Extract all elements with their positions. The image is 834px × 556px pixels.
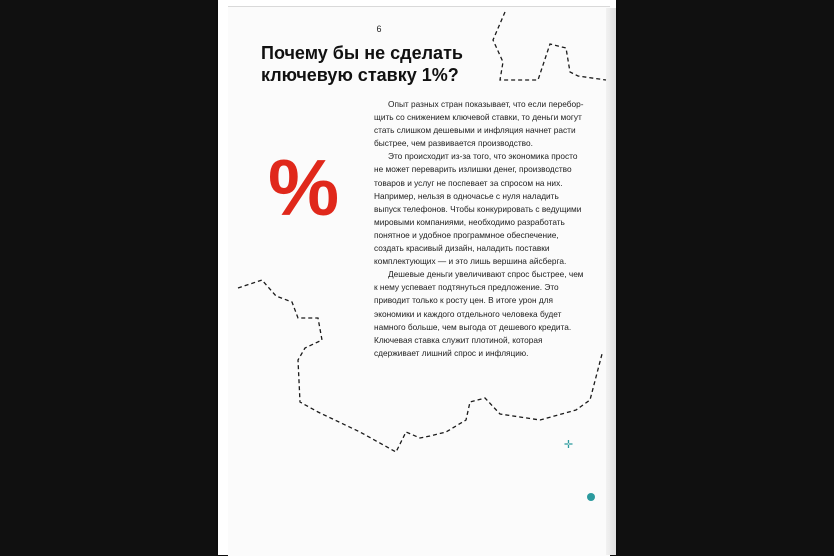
sparkle-icon: ✛ [563, 439, 574, 451]
paragraph-3: Дешевые деньги увеличивают спрос быстрее, чем к нему успевает подтянуться предложение. Это приводит только к росту цен. В итоге урон для экономики и каждого отдельного человека будет намного больше, чем выгода от дешевого кредита. Ключевая ставка служит плотиной, которая сдерживает лишний спрос и инфляцию. [374, 269, 584, 358]
paragraph-1: Опыт разных стран показывает, что если переборщить со снижением ключевой ставки, то деньги могут стать слишком дешевыми и инфляция начнет расти быстрее, чем развивается производство. [374, 99, 584, 149]
paragraph-2: Это происходит из-за того, что экономика просто не может переварить излишки денег, производство товаров и услуг не поспевает за спросом на них. Например, нельзя в одночасье с нуля наладить выпуск телефонов. Чтобы конкурировать с ведущими мировыми компаниями, необходимо разработать понятное и удобное программное обеспечение, создать красивый дизайн, наладить поставки комплектующих — и это лишь вершина айсберга. [374, 151, 582, 267]
teal-dot-icon [587, 493, 595, 501]
body-text [374, 98, 586, 360]
percent-symbol: % [268, 143, 338, 232]
page-number: 6 [376, 24, 382, 34]
page-title: Почему бы не сделать ключевую ставку 1%? [261, 43, 463, 85]
